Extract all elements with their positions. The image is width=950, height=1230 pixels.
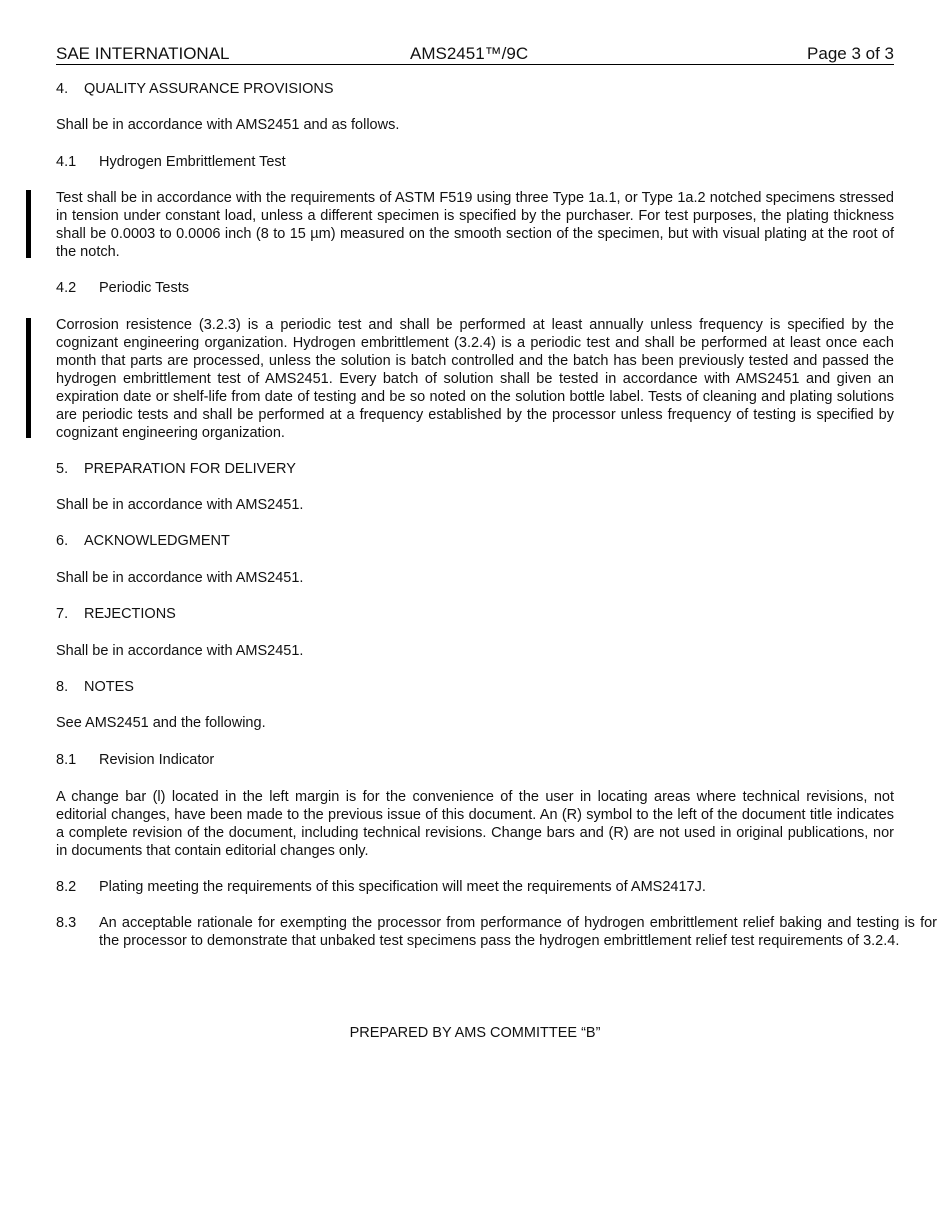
section-6-text: Shall be in accordance with AMS2451. <box>56 570 304 586</box>
change-bar <box>26 190 31 258</box>
section-5-heading <box>56 460 894 478</box>
section-number: 7. <box>56 606 69 622</box>
header-doc-number: AMS2451™/9C <box>410 44 529 63</box>
section-title: NOTES <box>84 679 134 695</box>
section-number: 8.1 <box>56 752 77 768</box>
prepared-by-footer: PREPARED BY AMS COMMITTEE “B” <box>349 1025 601 1041</box>
section-number: 4. <box>56 81 69 97</box>
section-4-1-text: Test shall be in accordance with the requirements of ASTM F519 using three Type 1a.1, or Type 1a.2 notched specimens stressed in tension under constant load, unless a different specimen is specified by the purchaser. For test purposes, the plating thickness shall be 0.0003 to 0.0006 inch (8 to 15 µm) measured on the smooth section of the specimen, but with visual plating at the root of the notch. <box>56 190 894 260</box>
section-4-text: Shall be in accordance with AMS2451 and as follows. <box>56 117 400 133</box>
section-7-text: Shall be in accordance with AMS2451. <box>56 643 304 659</box>
section-number: 5. <box>56 461 69 477</box>
header-page-number: Page 3 of 3 <box>807 44 894 63</box>
header-org: SAE INTERNATIONAL <box>56 44 230 63</box>
section-8-2 <box>56 878 937 896</box>
section-8-text: See AMS2451 and the following. <box>56 715 266 731</box>
section-4-2-text: Corrosion resistence (3.2.3) is a periodic test and shall be performed at least annually unless frequency is specified by the cognizant engineering organization. Hydrogen embrittlement (3.2.4) is a periodic test and shall be performed at least once each month that parts are processed, unless the solution is batch controlled and the batch has been previously tested and passed the hydrogen embrittlement test of AMS2451. Every batch of solution shall be tested in accordance with AMS2451 and given an expiration date or shelf-life from date of testing and be so noted on the solution bottle label. Tests of cleaning and plating solutions are periodic tests and shall be performed at a frequency established by the processor unless frequency of testing is specified by cognizant engineering organization. <box>56 317 894 441</box>
page-header <box>56 44 894 65</box>
section-8-3 <box>56 914 937 950</box>
section-title: QUALITY ASSURANCE PROVISIONS <box>84 81 334 97</box>
section-4-2-heading <box>56 279 894 297</box>
section-number: 8.3 <box>56 915 77 931</box>
section-6-heading <box>56 532 894 550</box>
section-number: 4.2 <box>56 280 77 296</box>
section-title: Hydrogen Embrittlement Test <box>99 154 286 170</box>
section-number: 8.2 <box>56 879 77 895</box>
section-number: 6. <box>56 533 69 549</box>
section-number: 8. <box>56 679 69 695</box>
section-title: Revision Indicator <box>99 752 215 768</box>
section-7-heading <box>56 605 894 623</box>
section-title: ACKNOWLEDGMENT <box>84 533 230 549</box>
section-title: Periodic Tests <box>99 280 189 296</box>
section-8-1-heading <box>56 751 894 769</box>
section-5-text: Shall be in accordance with AMS2451. <box>56 497 304 513</box>
section-title: REJECTIONS <box>84 606 176 622</box>
section-4-heading <box>56 80 894 98</box>
section-title: PREPARATION FOR DELIVERY <box>84 461 296 477</box>
section-text: An acceptable rationale for exempting the processor from performance of hydrogen embrittlement relief baking and testing is for the processor to demonstrate that unbaked test specimens pass the hydrogen embrittlement relief test requirements of 3.2.4. <box>99 915 937 949</box>
change-bar <box>26 318 31 438</box>
section-number: 4.1 <box>56 154 77 170</box>
section-4-1-heading <box>56 153 894 171</box>
section-8-heading <box>56 678 894 696</box>
section-text: Plating meeting the requirements of this specification will meet the requirements of AMS2417J. <box>99 879 706 895</box>
section-8-1-text: A change bar (l) located in the left margin is for the convenience of the user in locating areas where technical revisions, not editorial changes, have been made to the previous issue of this document. An (R) symbol to the left of the document title indicates a complete revision of the document, including technical revisions. Change bars and (R) are not used in original publications, nor in documents that contain editorial changes only. <box>56 789 894 859</box>
